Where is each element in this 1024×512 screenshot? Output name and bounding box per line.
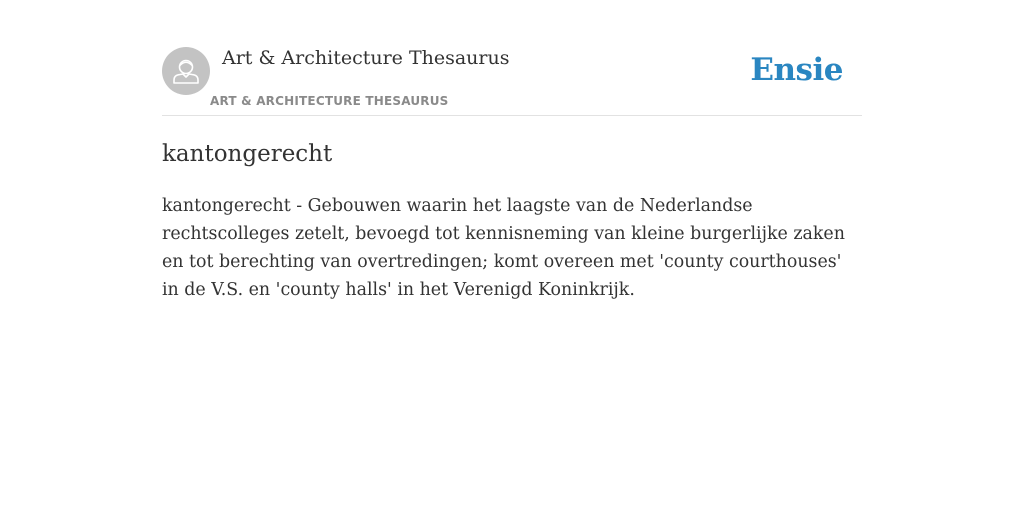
definition-text: kantongerecht - Gebouwen waarin het laagste van de Nederlandse rechtscolleges zetelt, bevoegd tot kennisneming van kleine burgerlijke zaken en tot berechting van overtredingen; komt overeen met 'county courthouses' in de V.S. en 'county halls' in het Verenigd Koninkrijk. (162, 196, 845, 300)
term-title: kantongerecht (162, 141, 333, 167)
category-label[interactable]: ART & ARCHITECTURE THESAURUS (210, 94, 449, 108)
user-icon (162, 47, 210, 95)
header (162, 0, 862, 116)
ensie-logo[interactable]: Ensie (750, 52, 843, 88)
page-container (162, 0, 862, 512)
avatar[interactable] (162, 47, 210, 95)
author-name[interactable]: Art & Architecture Thesaurus (222, 47, 510, 69)
